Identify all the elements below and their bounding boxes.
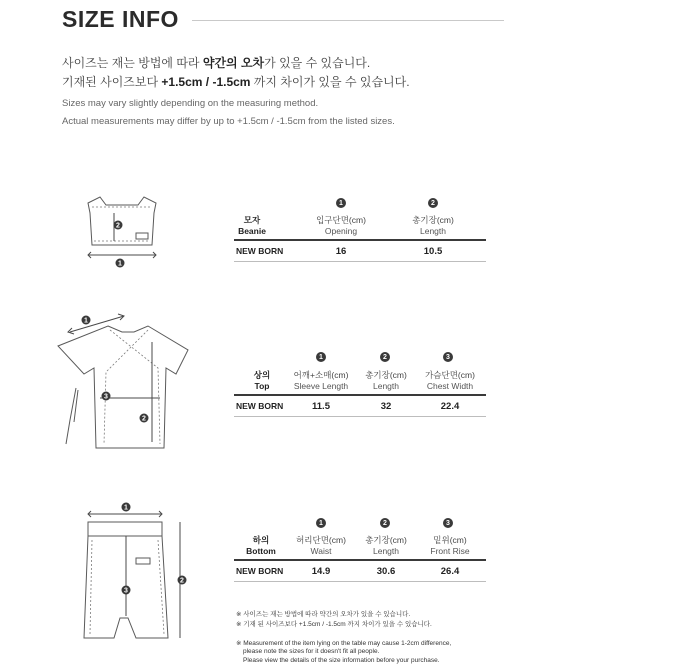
note-line: please note the sizes for it doesn't fit all people.: [243, 648, 380, 655]
table-header-rule: [234, 559, 486, 561]
svg-text:1: 1: [118, 260, 122, 268]
table-cell: 22.4: [440, 401, 460, 412]
note-line: ※ 기재 된 사이즈보다 +1.5cm / -1.5cm 까지 차이가 있을 수 있습니다.: [236, 621, 432, 628]
top-diagram-icon: [48, 312, 208, 462]
col-header-en: Chest Width: [426, 381, 474, 391]
table-header-rule: [234, 239, 486, 241]
category-ko: 하의: [252, 535, 270, 545]
col-header-en: Length: [420, 226, 446, 236]
table-cell: 14.9: [311, 566, 331, 577]
col-header-en: Waist: [310, 546, 332, 556]
category-ko: 상의: [253, 370, 271, 380]
col-header-en: Opening: [324, 226, 358, 236]
col-badge-3: 3: [443, 352, 453, 362]
table-cell: 26.4: [440, 566, 460, 577]
col-header-ko: 어깨+소매(cm): [293, 370, 349, 380]
svg-text:2: 2: [142, 415, 146, 423]
col-badge-2: 2: [428, 198, 438, 208]
category-ko: 모자: [243, 215, 261, 225]
row-label: NEW BORN: [236, 566, 284, 576]
bottom-diagram-icon: [70, 500, 200, 650]
col-badge-1: 1: [316, 352, 326, 362]
beanie-diagram-icon: [80, 195, 170, 275]
table-cell: 10.5: [423, 246, 443, 257]
col-badge-1: 1: [316, 518, 326, 528]
col-header-en: Length: [373, 546, 399, 556]
table-bottom-rule: [234, 581, 486, 582]
category-en: Beanie: [238, 226, 266, 236]
svg-text:1: 1: [84, 317, 88, 325]
category-en: Top: [254, 381, 270, 391]
note-line: ※ 사이즈는 재는 방법에 따라 약간의 오차가 있을 수 있습니다.: [236, 611, 411, 618]
col-header-ko: 허리단면(cm): [296, 535, 346, 545]
intro-en-line2: Actual measurements may differ by up to +1.5cm / -1.5cm from the listed sizes.: [62, 116, 395, 127]
col-header-ko: 총기장(cm): [365, 370, 407, 380]
intro-en-line1: Sizes may vary slightly depending on the measuring method.: [62, 98, 319, 109]
col-header-en: Front Rise: [430, 546, 470, 556]
table-cell: 11.5: [312, 401, 330, 412]
intro-ko-line2: 기재된 사이즈보다 +1.5cm / -1.5cm 까지 차이가 있을 수 있습니다.: [62, 75, 410, 89]
note-line: Please view the details of the size information before your purchase.: [243, 657, 440, 664]
title-divider: [192, 20, 504, 21]
note-line: ※ Measurement of the item lying on the table may cause 1-2cm difference,: [236, 640, 452, 647]
svg-text:2: 2: [116, 222, 120, 230]
table-cell: 16: [335, 246, 347, 257]
col-header-ko: 밑위(cm): [433, 535, 467, 545]
col-header-en: Sleeve Length: [293, 381, 349, 391]
category-en: Bottom: [246, 546, 276, 556]
table-bottom-rule: [234, 416, 486, 417]
col-header-ko: 총기장(cm): [412, 215, 454, 225]
intro-ko-line1: 사이즈는 재는 방법에 따라 약간의 오차가 있을 수 있습니다.: [62, 56, 371, 70]
col-header-ko: 총기장(cm): [365, 535, 407, 545]
svg-text:1: 1: [124, 504, 128, 512]
svg-text:3: 3: [124, 587, 128, 595]
col-badge-1: 1: [336, 198, 346, 208]
col-badge-2: 2: [380, 352, 390, 362]
col-badge-2: 2: [380, 518, 390, 528]
table-cell: 32: [380, 401, 392, 412]
svg-text:3: 3: [104, 393, 108, 401]
col-badge-3: 3: [443, 518, 453, 528]
row-label: NEW BORN: [236, 401, 284, 411]
page-title: SIZE INFO: [62, 6, 179, 32]
table-header-rule: [234, 394, 486, 396]
col-header-en: Length: [373, 381, 399, 391]
row-label: NEW BORN: [236, 246, 284, 256]
table-cell: 30.6: [376, 566, 396, 577]
table-bottom-rule: [234, 261, 486, 262]
svg-text:2: 2: [180, 577, 184, 585]
col-header-ko: 가슴단면(cm): [425, 370, 475, 380]
col-header-ko: 입구단면(cm): [316, 215, 366, 225]
